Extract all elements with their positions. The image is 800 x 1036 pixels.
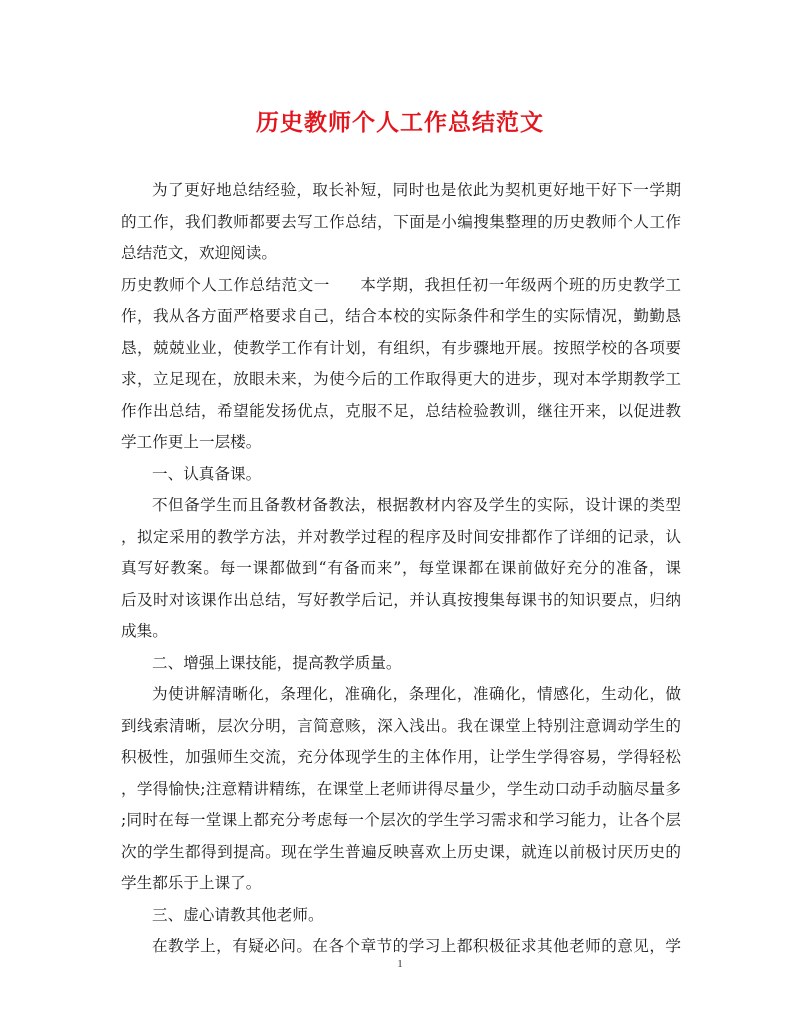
text-line: ，学得愉快;注意精讲精练，在课堂上老师讲得尽量少，学生动口动手动脑尽量多: [121, 779, 681, 798]
text-segment: 历史教师个人工作总结范文一: [121, 275, 330, 294]
document-title: 历史教师个人工作总结范文: [256, 109, 544, 136]
text-line: 二、增强上课技能，提高教学质量。: [152, 653, 402, 672]
text-line: 次的学生都得到提高。现在学生普遍反映喜欢上历史课，就连以前极讨厌历史的: [121, 842, 681, 861]
text-line: 后及时对该课作出总结，写好教学后记，并认真按搜集每课书的知识要点，归纳: [121, 590, 681, 609]
text-line: 成集。: [121, 622, 168, 640]
text-line: 作作出总结，希望能发扬优点，克服不足，总结检验教训，继往开来，以促进教: [121, 401, 681, 420]
text-line: 三、虚心请教其他老师。: [152, 905, 324, 924]
text-line: ，拟定采用的教学方法，并对教学过程的程序及时间安排都作了详细的记录，认: [121, 527, 681, 546]
text-line: 真写好教案。每一课都做到“有备而来”，每堂课都在课前做好充分的准备，课: [121, 559, 681, 577]
text-line: 求，立足现在，放眼未来，为使今后的工作取得更大的进步，现对本学期教学工: [121, 370, 681, 388]
text-line: 为使讲解清晰化，条理化，准确化，条理化，准确化，情感化，生动化，做: [152, 685, 681, 703]
text-line: 到线索清晰，层次分明，言简意赅，深入浅出。我在课堂上特别注意调动学生的: [121, 716, 681, 735]
text-line: ;同时在每一堂课上都充分考虑每一个层次的学生学习需求和学习能力，让各个层: [121, 811, 681, 829]
text-line: 恳，兢兢业业，使教学工作有计划，有组织，有步骤地开展。按照学校的各项要: [121, 338, 681, 357]
text-line: 为了更好地总结经验，取长补短，同时也是依此为契机更好地干好下一学期: [152, 181, 681, 199]
text-line: 学工作更上一层楼。: [121, 433, 262, 451]
text-line: 作，我从各方面严格要求自己，结合本校的实际条件和学生的实际情况，勤勤恳: [121, 307, 681, 325]
document-body: [121, 175, 681, 963]
text-line: 不但备学生而且备教材备教法，根据教材内容及学生的实际，设计课的类型: [152, 496, 681, 514]
text-line: 学生都乐于上课了。: [121, 874, 262, 892]
text-line: [121, 270, 681, 302]
page-number: 1: [397, 958, 403, 970]
text-segment: 本学期，我担任初一年级两个班的历史教学工: [359, 275, 681, 294]
text-line: 总结范文，欢迎阅读。: [121, 244, 277, 262]
text-line: 在教学上，有疑必问。在各个章节的学习上都积极征求其他老师的意见，学: [152, 937, 681, 955]
text-line: 一、认真备课。: [152, 464, 262, 483]
text-line: 的工作，我们教师都要去写工作总结，下面是小编搜集整理的历史教师个人工作: [121, 212, 681, 231]
text-line: 积极性，加强师生交流，充分体现学生的主体作用，让学生学得容易，学得轻松: [121, 748, 681, 766]
